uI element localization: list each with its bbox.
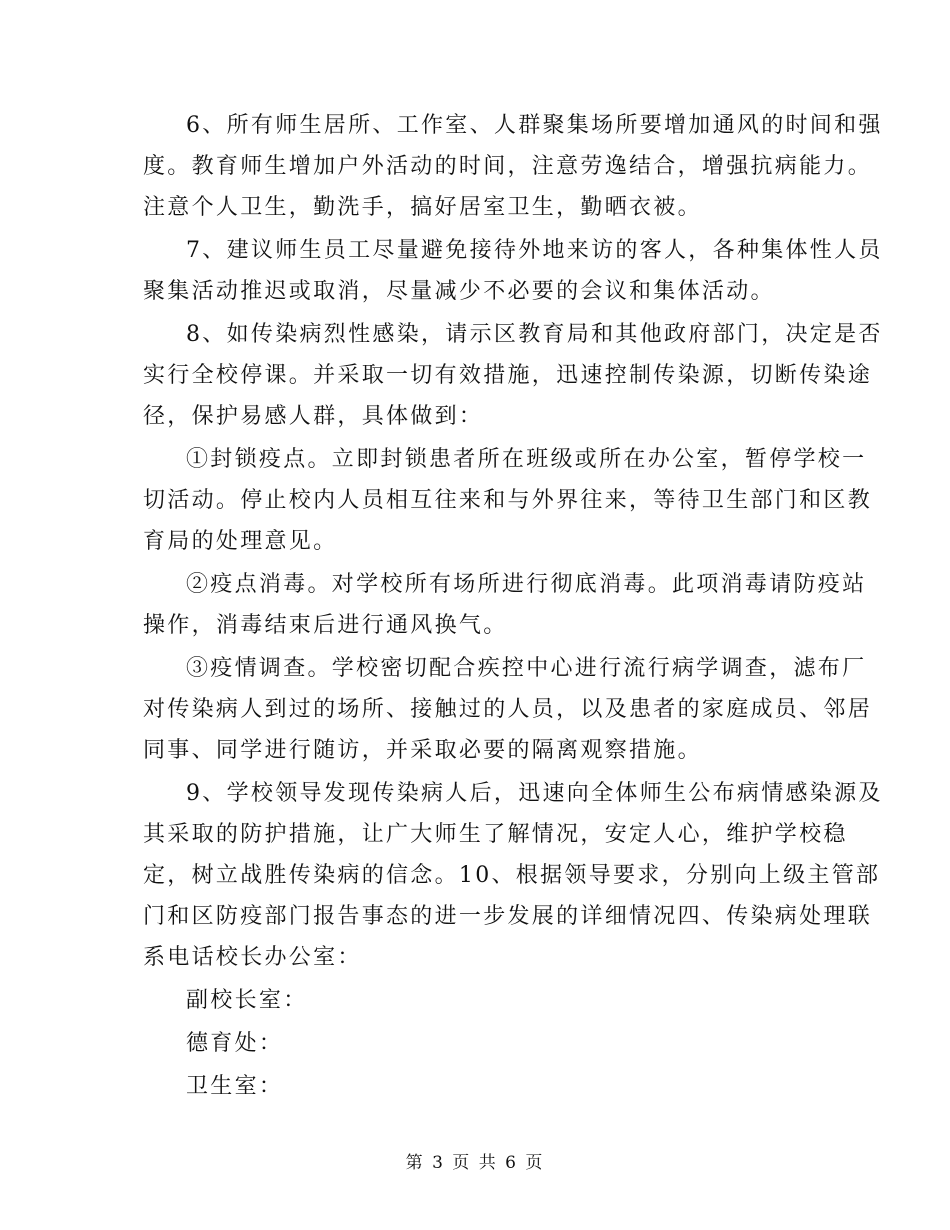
paragraph-7-line-2: 聚集活动推迟或取消，尽量减少不必要的会议和集体活动。 — [143, 279, 775, 304]
item-3-line-3: 同事、同学进行随访，并采取必要的隔离观察措施。 — [143, 738, 702, 763]
paragraph-7-line-1: 7、建议师生员工尽量避免接待外地来访的客人，各种集体性人员 — [186, 238, 883, 263]
paragraph-6-line-2: 度。教育师生增加户外活动的时间，注意劳逸结合，增强抗病能力。 — [143, 154, 873, 179]
paragraph-6-line-3: 注意个人卫生，勤洗手，搞好居室卫生，勤晒衣被。 — [143, 195, 702, 220]
paragraph-9-line-5: 系电话校长办公室： — [143, 945, 362, 970]
paragraph-9-line-1: 9、学校领导发现传染病人后，迅速向全体师生公布病情感染源及 — [186, 781, 883, 806]
paragraph-8-line-2: 实行全校停课。并采取一切有效措施，迅速控制传染源，切断传染途 — [143, 363, 873, 388]
item-1-line-2: 切活动。停止校内人员相互往来和与外界往来，等待卫生部门和区教 — [143, 488, 873, 513]
contact-moral-education: 德育处： — [186, 1031, 284, 1056]
paragraph-6-line-1: 6、所有师生居所、工作室、人群聚集场所要增加通风的时间和强 — [186, 113, 883, 138]
contact-health-room: 卫生室： — [186, 1074, 284, 1099]
item-1-line-1: ①封锁疫点。立即封锁患者所在班级或所在办公室，暂停学校一 — [186, 447, 867, 472]
page-number: 第 3 页 共 6 页 — [405, 1153, 545, 1173]
paragraph-8-line-3: 径，保护易感人群，具体做到： — [143, 404, 484, 429]
item-3-line-1: ③疫情调查。学校密切配合疾控中心进行流行病学调查，滤布厂 — [186, 656, 867, 681]
item-1-line-3: 育局的处理意见。 — [143, 529, 338, 554]
item-3-line-2: 对传染病人到过的场所、接触过的人员，以及患者的家庭成员、邻居 — [143, 697, 873, 722]
contact-vice-principal: 副校长室： — [186, 988, 308, 1013]
paragraph-9-line-2: 其采取的防护措施，让广大师生了解情况，安定人心，维护学校稳 — [143, 822, 848, 847]
paragraph-9-line-3: 定，树立战胜传染病的信念。10、根据领导要求，分别向上级主管部 — [143, 863, 881, 888]
paragraph-9-line-4: 门和区防疫部门报告事态的进一步发展的详细情况四、传染病处理联 — [143, 904, 873, 929]
paragraph-8-line-1: 8、如传染病烈性感染，请示区教育局和其他政府部门，决定是否 — [186, 322, 883, 347]
item-2-line-1: ②疫点消毒。对学校所有场所进行彻底消毒。此项消毒请防疫站 — [186, 572, 867, 597]
item-2-line-2: 操作，消毒结束后进行通风换气。 — [143, 613, 508, 638]
